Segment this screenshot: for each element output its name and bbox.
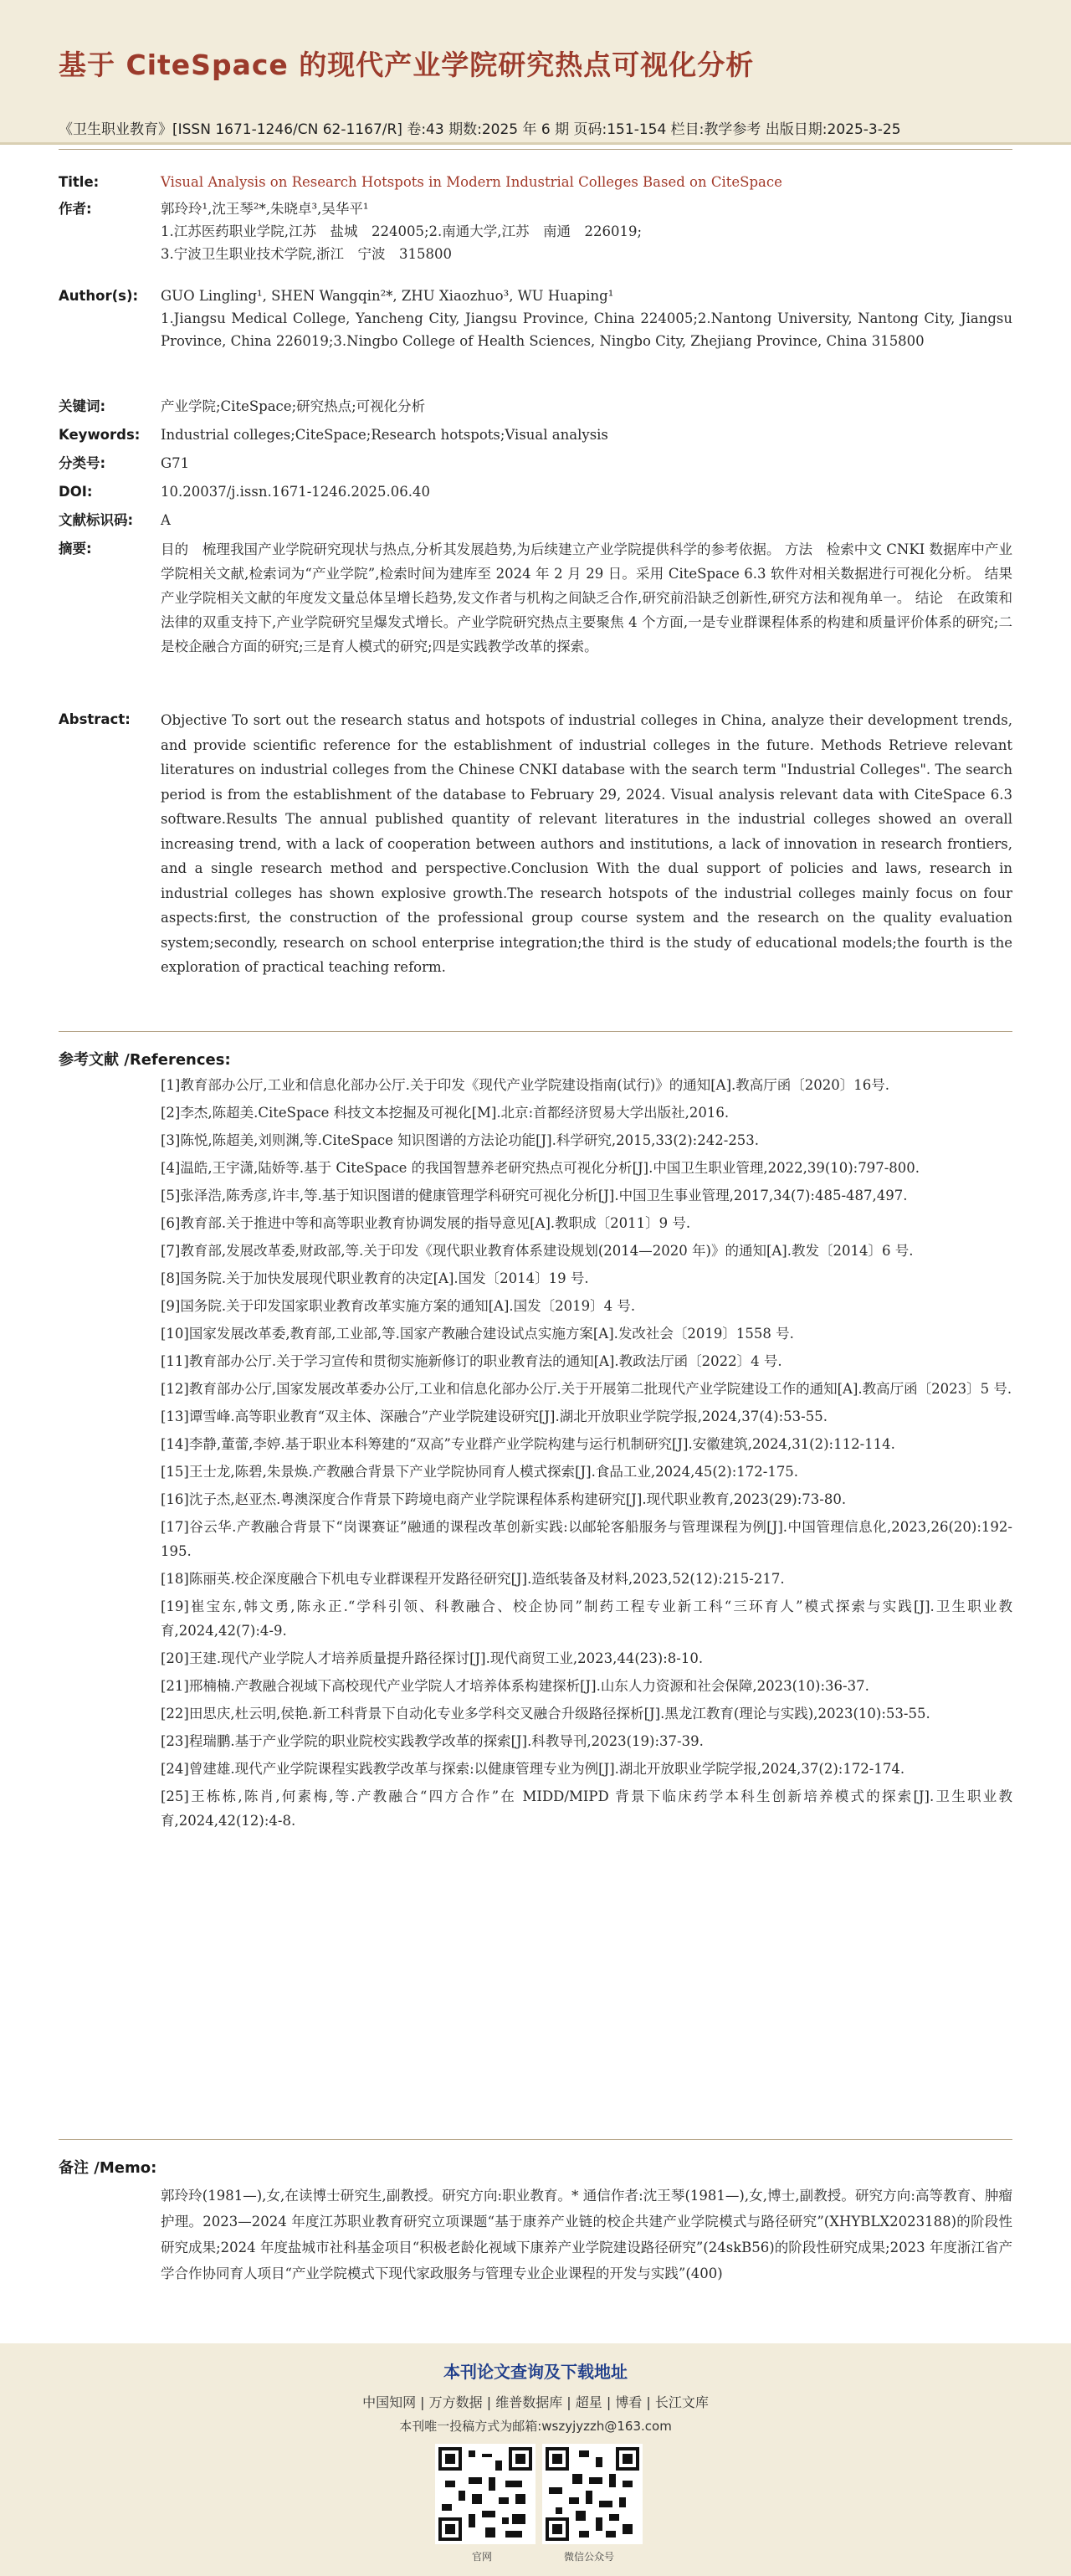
website-qr-caption: 官网 <box>471 2551 492 2563</box>
reference-list <box>161 1073 1012 1836</box>
memo-text: 郭玲玲(1981—),女,在读博士研究生,副教授。研究方向:职业教育。* 通信作者:沈王琴(1981—),女,博士,副教授。研究方向:高等教育、肿瘤护理。2023—2024 年度江苏职业教育研究立项课题“基于康养产业链的校企共建产业学院模式与路径研究”(XHYBLX2023188)的阶段性研究成果;2024 年度盐城市社科基金项目“积极老龄化视域下康养产业学院建设路径研究”(24skB56)的阶段性研究成果;2023 年度浙江省产学合作协同育人项目“产业学院模式下现代家政服务与管理专业企业课程的开发与实践”(400) <box>161 2188 1012 2281</box>
references-heading: 参考文献 /References: <box>59 1051 231 1069</box>
class-label: 分类号: <box>59 455 106 471</box>
class-value: G71 <box>161 455 190 471</box>
reference-item: [3]陈悦,陈超美,刘则渊,等.CiteSpace 知识图谱的方法论功能[J].科学研究,2015,33(2):242-253. <box>161 1132 760 1148</box>
author-en-label: Author(s): <box>59 288 139 304</box>
divider <box>59 2139 1012 2140</box>
reference-item: [8]国务院.关于加快发展现代职业教育的决定[A].国发〔2014〕19 号. <box>161 1270 589 1286</box>
reference-item: [18]陈丽英.校企深度融合下机电专业群课程开发路径研究[J].造纸装备及材料,2023,52(12):215-217. <box>161 1571 785 1587</box>
reference-item: [24]曾建雄.现代产业学院课程实践教学改革与探索:以健康管理专业为例[J].湖北开放职业学院学报,2024,37(2):172-174. <box>161 1761 905 1777</box>
reference-item: [25]王栋栋,陈肖,何素梅,等.产教融合“四方合作”在 MIDD/MIPD 背景下临床药学本科生创新培养模式的探索[J].卫生职业教育,2024,42(12):4-8. <box>161 1788 1012 1829</box>
author-en-names: GUO Lingling¹, SHEN Wangqin²*, ZHU Xiaozhuo³, WU Huaping¹ <box>161 288 614 304</box>
reference-item: [20]王建.现代产业学院人才培养质量提升路径探讨[J].现代商贸工业,2023,44(23):8-10. <box>161 1650 704 1666</box>
doccode-value: A <box>161 512 171 528</box>
author-affiliation-2: 3.宁波卫生职业技术学院,浙江 宁波 315800 <box>161 246 452 262</box>
reference-item: [6]教育部.关于推进中等和高等职业教育协调发展的指导意见[A].教职成〔2011〕9 号. <box>161 1215 691 1231</box>
reference-item: [12]教育部办公厅,国家发展改革委办公厅,工业和信息化部办公厅.关于开展第二批现代产业学院建设工作的通知[A].教高厅函〔2023〕5 号. <box>161 1381 1012 1397</box>
title-en-value: Visual Analysis on Research Hotspots in Modern Industrial Colleges Based on CiteSpace <box>161 174 782 190</box>
doi-value[interactable]: 10.20037/j.issn.1671-1246.2025.06.40 <box>161 484 431 500</box>
doccode-row <box>59 509 1012 531</box>
website-qr-code <box>435 2444 536 2544</box>
abstract-en-text: Objective To sort out the research status and hotspots of industrial colleges in China, analyze their development trends, and provide scientific reference for the establishment of industrial colleges in the future. Methods Retrieve relevant literatures on industrial colleges from the Chinese CNKI database with the search term "Industrial Colleges". The search period is from the establishment of the database to February 29, 2024. Visual analysis relevant data with CiteSpace 6.3 software.Results The annual published quantity of relevant literatures in the industrial colleges showed an overall increasing trend, with a lack of cooperation between authors and institutions, a lack of innovation in research frontiers, and a single research method and perspective.Conclusion With the dual support of policies and laws, research in industrial colleges has shown explosive growth.The research hotspots of the industrial colleges mainly focus on four aspects:first, the construction of the professional group course system and the research on the quality evaluation system;secondly, research on school enterprise integration;the third is the study of educational models;the fourth is the exploration of practical teaching reform. <box>161 712 1012 975</box>
reference-item: [2]李杰,陈超美.CiteSpace 科技文本挖掘及可视化[M].北京:首都经济贸易大学出版社,2016. <box>161 1105 730 1121</box>
reference-item: [11]教育部办公厅.关于学习宣传和贯彻实施新修订的职业教育法的通知[A].教政法厅函〔2022〕4 号. <box>161 1353 782 1369</box>
divider <box>59 149 1012 150</box>
reference-item: [23]程瑞鹏.基于产业学院的职业院校实践教学改革的探索[J].科教导刊,2023(19):37-39. <box>161 1733 704 1749</box>
doccode-label: 文献标识码: <box>59 512 134 528</box>
reference-item: [19]崔宝东,韩文勇,陈永正.“学科引领、科教融合、校企协同”制药工程专业新工科“三环育人”模式探索与实践[J].卫生职业教育,2024,42(7):4-9. <box>161 1598 1012 1639</box>
submission-email: 本刊唯一投稿方式为邮箱:wszyjyzzh@163.com <box>399 2419 672 2434</box>
reference-item: [15]王士龙,陈碧,朱景焕.产教融合背景下产业学院协同育人模式探索[J].食品工业,2024,45(2):172-175. <box>161 1464 799 1480</box>
wechat-qr-code <box>542 2444 643 2544</box>
reference-item: [7]教育部,发展改革委,财政部,等.关于印发《现代职业教育体系建设规划(2014—2020 年)》的通知[A].教发〔2014〕6 号. <box>161 1243 914 1259</box>
abstract-en-label: Abstract: <box>59 711 131 727</box>
reference-item: [14]李静,董蕾,李婷.基于职业本科筹建的“双高”专业群产业学院构建与运行机制研究[J].安徽建筑,2024,31(2):112-114. <box>161 1436 895 1452</box>
reference-item: [22]田思庆,杜云明,侯艳.新工科背景下自动化专业多学科交叉融合升级路径探析[J].黑龙江教育(理论与实践),2023(10):53-55. <box>161 1706 930 1722</box>
abstract-cn-row <box>59 537 1027 705</box>
doi-label: DOI: <box>59 484 93 500</box>
keywords-en-value: Industrial colleges;CiteSpace;Research hotspots;Visual analysis <box>161 427 608 443</box>
wechat-qr-caption: 微信公众号 <box>563 2551 614 2563</box>
author-en-affiliations: 1.Jiangsu Medical College, Yancheng City, Jiangsu Province, China 224005;2.Nantong University, Nantong City, Jiangsu Province, China 226019;3.Ningbo College of Health Sciences, Ningbo City, Zhejiang Province, China 315800 <box>161 310 1012 349</box>
keywords-cn-row <box>59 395 1012 418</box>
reference-item: [16]沈子杰,赵亚杰.粤澳深度合作背景下跨境电商产业学院课程体系构建研究[J].现代职业教育,2023(29):73-80. <box>161 1491 847 1507</box>
article-title: 基于 CiteSpace 的现代产业学院研究热点可视化分析 <box>59 49 755 81</box>
reference-item: [9]国务院.关于印发国家职业教育改革实施方案的通知[A].国发〔2019〕4 号. <box>161 1298 636 1314</box>
keywords-cn-value: 产业学院;CiteSpace;研究热点;可视化分析 <box>161 398 426 414</box>
reference-item: [21]邢楠楠.产教融合视域下高校现代产业学院人才培养体系构建探析[J].山东人力资源和社会保障,2023(10):36-37. <box>161 1678 869 1694</box>
reference-item: [17]谷云华.产教融合背景下“岗课赛证”融通的课程改革创新实践:以邮轮客船服务与管理课程为例[J].中国管理信息化,2023,26(20):192-195. <box>161 1519 1012 1559</box>
journal-meta: 《卫生职业教育》[ISSN 1671-1246/CN 62-1167/R] 卷:43 期数:2025 年 6 期 页码:151-154 栏目:教学参考 出版日期:2025-3-25 <box>59 121 901 138</box>
abstract-cn-label: 摘要: <box>59 541 92 557</box>
abstract-cn-text: 目的 梳理我国产业学院研究现状与热点,分析其发展趋势,为后续建立产业学院提供科学的参考依据。 方法 检索中文 CNKI 数据库中产业学院相关文献,检索词为“产业学院”,检索时间为建库至 2024 年 2 月 29 日。采用 CiteSpace 6.3 软件对相关数据进行可视化分析。 结果 产业学院相关文献的年度发文量总体呈增长趋势,发文作者与机构之间缺乏合作,研究前沿缺乏创新性,研究方法和视角单一。 结论 在政策和法律的双重支持下,产业学院研究呈爆发式增长。产业学院研究热点主要聚焦 4 个方面,一是专业群课程体系的构建和质量评价体系的研究;二是校企融合方面的研究;三是育人模式的研究;四是实践教学改革的探索。 <box>161 541 1027 654</box>
keywords-cn-label: 关键词: <box>59 398 106 414</box>
class-row <box>59 452 1012 475</box>
reference-item: [5]张泽浩,陈秀彦,许丰,等.基于知识图谱的健康管理学科研究可视化分析[J].中国卫生事业管理,2017,34(7):485-487,497. <box>161 1188 908 1203</box>
author-label: 作者: <box>59 201 92 217</box>
reference-item: [13]谭雪峰.高等职业教育“双主体、深融合”产业学院建设研究[J].湖北开放职业学院学报,2024,37(4):53-55. <box>161 1409 828 1424</box>
author-affiliation-1: 1.江苏医药职业学院,江苏 盐城 224005;2.南通大学,江苏 南通 226019; <box>161 223 643 239</box>
memo-heading: 备注 /Memo: <box>59 2159 157 2177</box>
reference-item: [1]教育部办公厅,工业和信息化部办公厅.关于印发《现代产业学院建设指南(试行)》的通知[A].教高厅函〔2020〕16号. <box>161 1077 890 1093</box>
author-en-block <box>161 285 1012 352</box>
author-row <box>59 198 1012 273</box>
title-row <box>59 171 1012 193</box>
reference-item: [4]温皓,王宇潇,陆娇等.基于 CiteSpace 的我国智慧养老研究热点可视化分析[J].中国卫生职业管理,2022,39(10):797-800. <box>161 1160 920 1176</box>
reference-item: [10]国家发展改革委,教育部,工业部,等.国家产教融合建设试点实施方案[A].发改社会〔2019〕1558 号. <box>161 1326 794 1342</box>
doi-row <box>59 480 1012 503</box>
footer-title: 本刊论文查询及下载地址 <box>443 2362 628 2382</box>
title-label: Title: <box>59 174 100 190</box>
keywords-en-row <box>59 423 1012 446</box>
database-links[interactable]: 中国知网 | 万方数据 | 维普数据库 | 超星 | 博看 | 长江文库 <box>362 2394 709 2410</box>
author-block <box>161 198 1012 265</box>
keywords-en-label: Keywords: <box>59 427 141 443</box>
author-en-row <box>59 285 1012 393</box>
divider <box>59 1031 1012 1032</box>
abstract-en-row <box>59 708 1012 1018</box>
page-footer <box>0 2343 1071 2576</box>
author-names: 郭玲玲¹,沈王琴²*,朱晓卓³,吴华平¹ <box>161 201 369 217</box>
